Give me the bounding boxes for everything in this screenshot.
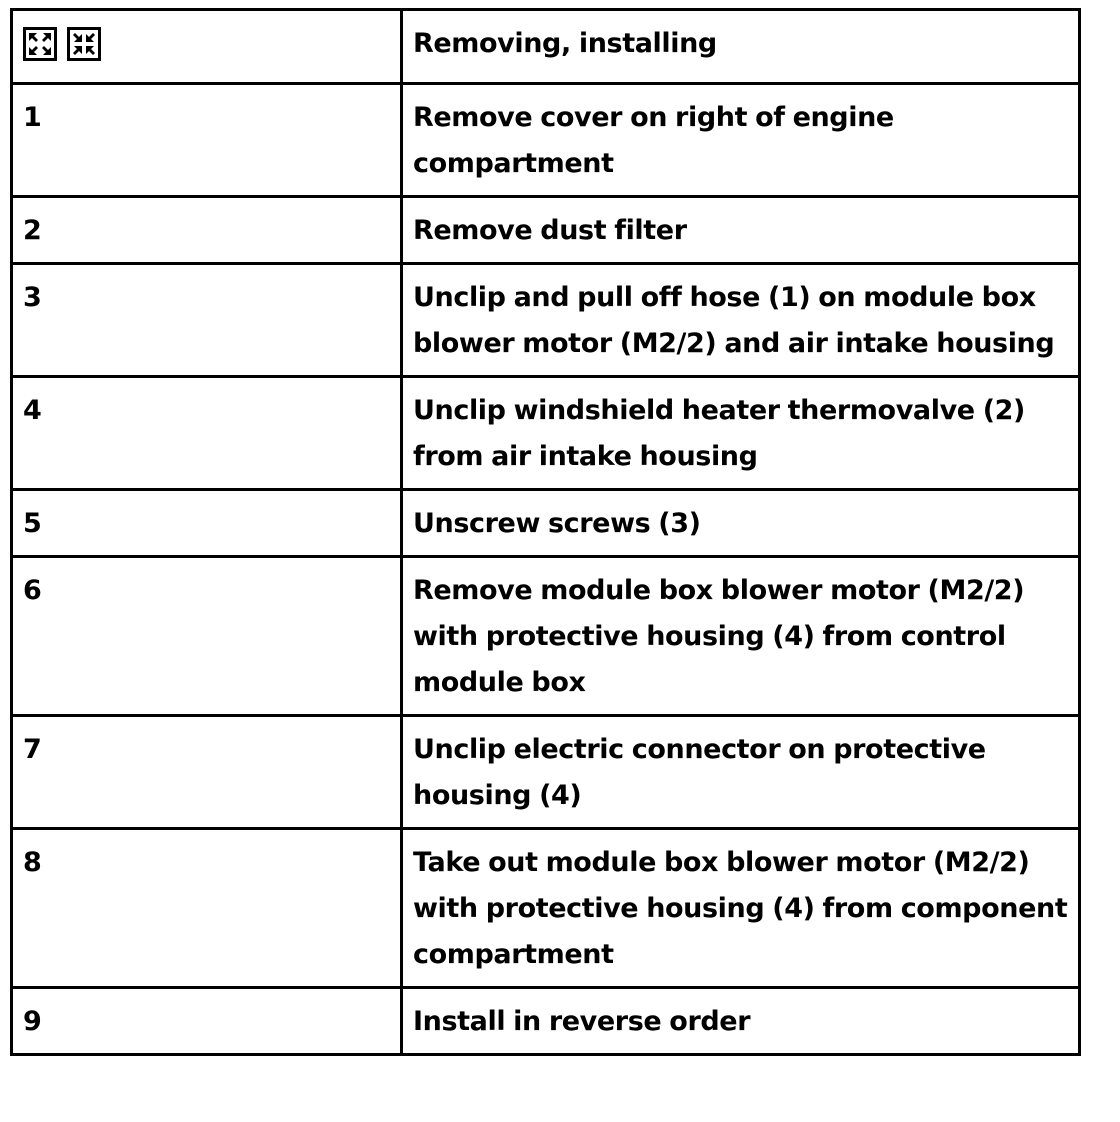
header-icons [23,27,101,61]
step-text: Take out module box blower motor (M2/2) with protective housing (4) from component compartment [402,829,1080,988]
step-row-5 [12,490,1080,557]
expand-arrows-icon [23,27,57,61]
step-text: Remove cover on right of engine compartment [402,84,1080,197]
step-number: 8 [12,829,402,988]
step-text: Remove dust filter [402,197,1080,264]
step-text: Unclip electric connector on protective housing (4) [402,716,1080,829]
collapse-arrows-icon [67,27,101,61]
step-text: Install in reverse order [402,988,1080,1055]
table-title: Removing, installing [402,10,1080,84]
step-text: Unclip windshield heater thermovalve (2) from air intake housing [402,377,1080,490]
step-row-2 [12,197,1080,264]
step-number: 2 [12,197,402,264]
step-row-7 [12,716,1080,829]
step-number: 4 [12,377,402,490]
step-row-6 [12,557,1080,716]
step-text: Remove module box blower motor (M2/2) with protective housing (4) from control module box [402,557,1080,716]
step-row-8 [12,829,1080,988]
step-number: 3 [12,264,402,377]
step-row-3 [12,264,1080,377]
step-number: 7 [12,716,402,829]
procedure-table [10,8,1081,1056]
step-number: 1 [12,84,402,197]
step-text: Unscrew screws (3) [402,490,1080,557]
header-icon-cell [12,10,402,84]
step-text: Unclip and pull off hose (1) on module box blower motor (M2/2) and air intake housing [402,264,1080,377]
step-number: 5 [12,490,402,557]
step-row-1 [12,84,1080,197]
step-number: 9 [12,988,402,1055]
table-header-row [12,10,1080,84]
step-number: 6 [12,557,402,716]
step-row-4 [12,377,1080,490]
step-row-9 [12,988,1080,1055]
